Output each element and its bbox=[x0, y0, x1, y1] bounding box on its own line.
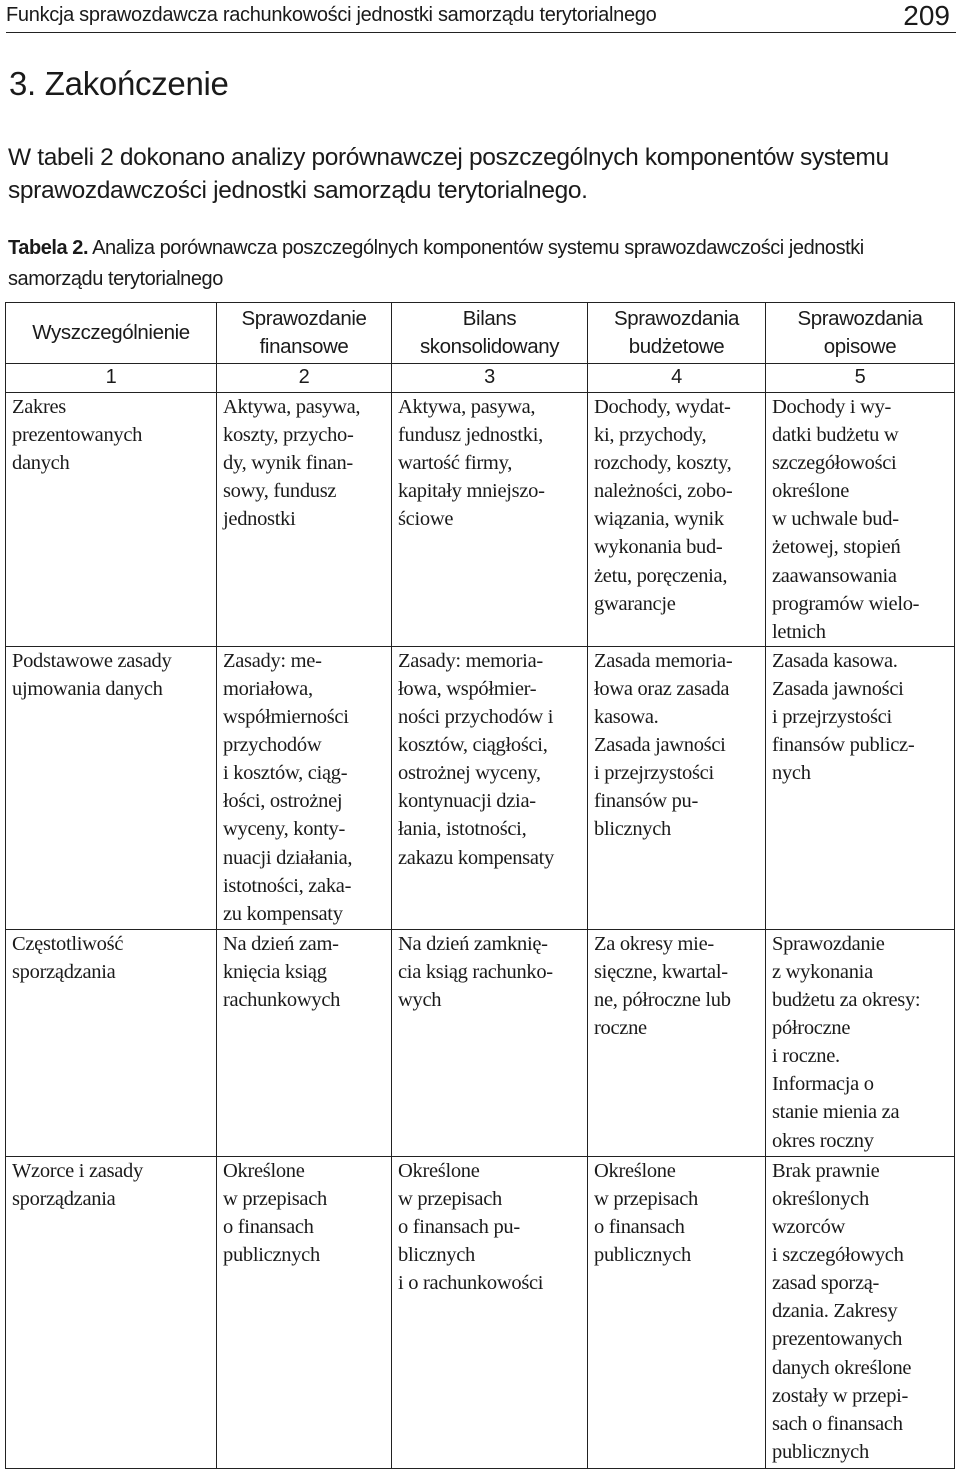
column-number: 3 bbox=[392, 364, 588, 393]
page-header bbox=[6, 0, 956, 33]
column-number: 2 bbox=[217, 364, 392, 393]
table-row bbox=[6, 1156, 955, 1468]
table-cell: Określone w przepisach o finansach pu- blicznych i o rachunkowości bbox=[392, 1156, 588, 1468]
table-caption-label: Tabela 2. bbox=[8, 237, 89, 259]
column-header: Bilans skonsolidowany bbox=[392, 303, 588, 364]
table-cell: Na dzień zamknię- cia ksiąg rachunko- wych bbox=[392, 929, 588, 1156]
table-cell: Aktywa, pasywa, koszty, przycho- dy, wynik finan- sowy, fundusz jednostki bbox=[217, 393, 392, 647]
running-title: Funkcja sprawozdawcza rachunkowości jednostki samorządu terytorialnego bbox=[6, 4, 657, 26]
table-cell: Określone w przepisach o finansach publicznych bbox=[588, 1156, 766, 1468]
table-cell: Zasada memoria- łowa oraz zasada kasowa. Zasada jawności i przejrzystości finansów pu- blicznych bbox=[588, 646, 766, 929]
row-label: Częstotliwość sporządzania bbox=[6, 929, 217, 1156]
column-number: 5 bbox=[766, 364, 955, 393]
intro-paragraph: W tabeli 2 dokonano analizy porównawczej poszczególnych komponentów systemu sprawozdawczości jednostki samorządu terytorialnego. bbox=[8, 144, 889, 204]
table-cell: Aktywa, pasywa, fundusz jednostki, wartość firmy, kapitały mniejszo- ściowe bbox=[392, 393, 588, 647]
table-row bbox=[6, 929, 955, 1156]
table-cell: Brak prawnie określonych wzorców i szczegółowych zasad sporzą- dzania. Zakresy prezentowanych danych określone zostały w przepi- sach o finansach publicznych bbox=[766, 1156, 955, 1468]
table-cell: Za okresy mie- sięczne, kwartal- ne, półroczne lub roczne bbox=[588, 929, 766, 1156]
row-label: Podstawowe zasady ujmowania danych bbox=[6, 646, 217, 929]
column-header: Sprawozdanie finansowe bbox=[217, 303, 392, 364]
column-header: Sprawozdania opisowe bbox=[766, 303, 955, 364]
column-number: 4 bbox=[588, 364, 766, 393]
row-label: Wzorce i zasady sporządzania bbox=[6, 1156, 217, 1468]
table-cell: Zasady: me- moriałowa, współmierności przychodów i kosztów, ciąg- łości, ostrożnej wyceny, konty- nuacji działania, istotności, zaka- zu kompensaty bbox=[217, 646, 392, 929]
table-caption bbox=[8, 233, 953, 295]
table-header-row bbox=[6, 303, 955, 364]
table-cell: Zasady: memoria- łowa, współmier- ności przychodów i kosztów, ciągłości, ostrożnej wyceny, kontynuacji dzia- łania, istotności, zakazu kompensaty bbox=[392, 646, 588, 929]
column-header: Sprawozdania budżetowe bbox=[588, 303, 766, 364]
table-cell: Dochody, wydat- ki, przychody, rozchody, koszty, należności, zobo- wiązania, wynik wykonania bud- żetu, poręczenia, gwarancje bbox=[588, 393, 766, 647]
table-cell: Określone w przepisach o finansach publicznych bbox=[217, 1156, 392, 1468]
page-number: 209 bbox=[903, 0, 950, 31]
table-cell: Zasada kasowa. Zasada jawności i przejrzystości finansów publicz- nych bbox=[766, 646, 955, 929]
table-caption-text: Analiza porównawcza poszczególnych komponentów systemu sprawozdawczości jednostki samorządu terytorialnego bbox=[8, 237, 864, 290]
column-number: 1 bbox=[6, 364, 217, 393]
row-label: Zakres prezentowanych danych bbox=[6, 393, 217, 647]
table-cell: Sprawozdanie z wykonania budżetu za okresy: półroczne i roczne. Informacja o stanie mienia za okres roczny bbox=[766, 929, 955, 1156]
table-row bbox=[6, 393, 955, 647]
table-row bbox=[6, 646, 955, 929]
column-header: Wyszczególnienie bbox=[6, 303, 217, 364]
section-title: 3. Zakończenie bbox=[9, 65, 229, 102]
table-cell: Na dzień zam- knięcia ksiąg rachunkowych bbox=[217, 929, 392, 1156]
comparison-table bbox=[5, 302, 955, 1469]
column-number-row bbox=[6, 364, 955, 393]
table-cell: Dochody i wy- datki budżetu w szczegółowości określone w uchwale bud- żetowej, stopień zaawansowania programów wielo- letnich bbox=[766, 393, 955, 647]
